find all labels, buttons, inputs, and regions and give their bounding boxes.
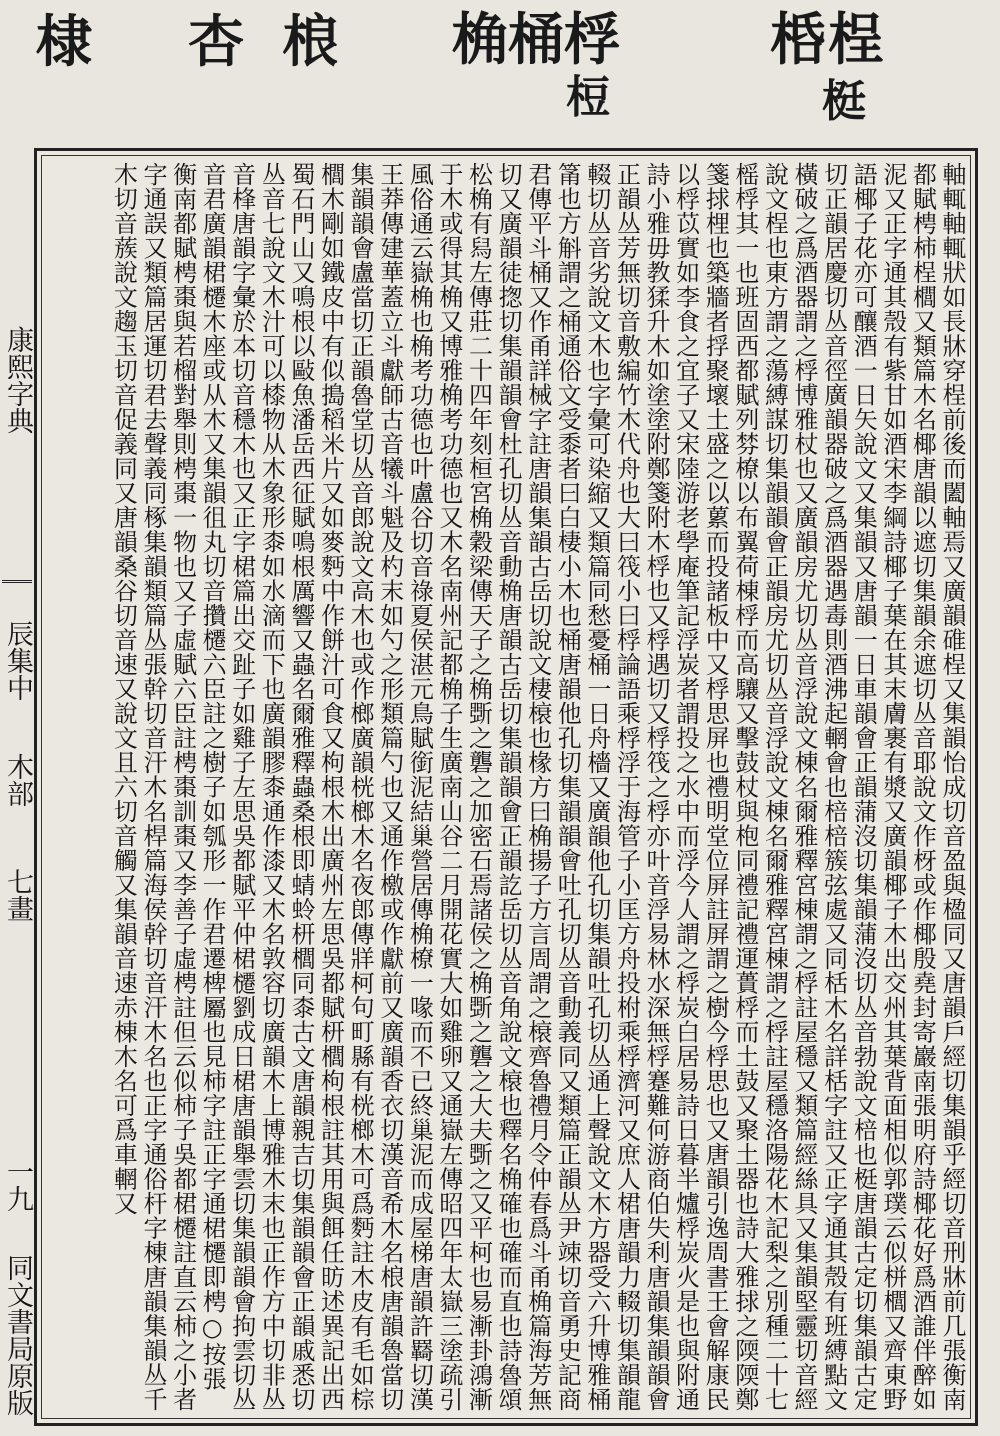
seal-heading-3: 桹	[282, 9, 336, 75]
seal-heading-1: 棣	[36, 9, 90, 75]
seal-heading-10: 梃	[822, 76, 864, 127]
seal-heading-4: 桷	[452, 7, 506, 73]
seal-heading-8: 桰	[770, 7, 824, 73]
entry-body: 軸輒軸輒狀如長牀穿桯前後而闔軸焉又廣韻碓桯又集韻怡成切音盈與楹同又唐韻戶經切集韻乎經切音刑牀前几張衡南都賦梬柿桯櫚又類篇木名椰唐韻以遮切集韻余遮切丛音耶說文作枒或作椰殷堯封寄巖南張明府詩椰花好爲酒誰伴醉如泥又正字通其殼有紫甘如酒宋李綱詩椰子葉在其末膚裹有漿又廣韻椰子木出交州其葉背面相似郭璞云似栟櫚又齊東野語椰子花亦可釀酒一日矢說文又集韻又唐韻一日車韻會正韻蒲沒切集韻蒲沒切丛音勃說文棓也梃唐韻古定切集韻古定切正韻居慶切丛音徑廣韻器破之爲酒器遇毒則酒沸起輞會也棓棓簇弦處又同栝木名詳栝字註又正字通其殼有班縛點文橫破之爲酒器謂之桴博雅杖也又廣韻房尤切丛音浮說文棟名爾雅釋宮棟謂之桴註屋穩又類篇經絲具又集韻堅靈切音經說文桯也東方謂之蕩縛謀切集韻韻會正韻房尤切丛音浮說文棟名爾雅釋宮棟謂之桴註屋穩洛陽花木記梨之別種二十七榣桴其一也班固西都賦列棼橑以布翼荷棟桴而高驤又擊鼓杖與枹同禮記禮運蕢桴而土鼓又聚土器也詩大雅捄之陾陾鄭箋捄梩也築牆者捊聚壞土盛之以蔂而投諸板中又桴思屏也禮明堂位屏註屏謂之樹今桴思也又唐韻引逸周書王會解康民以桴苡實如李食之宜子又宋陸游老學庵筆記浮炭者謂投之水中而浮今人謂之桴炭白居易詩日暮半爐桴炭火是也與附通詩小雅毋教猱升木如塗塗附鄭箋附木桴也又桴遇切又桴筏之桴亦叶音浮易林水深無桴蹇難何游商伯失利唐韻集韻韻會正韻丛芳無切音敷編竹木代舟也大曰筏小曰桴論語乘桴浮于海管子小匡方舟投柎乘桴濟河又庶人桾唐韻力輟切集韻龍輟切丛音劣說文木也字彙可染縮又類篇同愁憂桶一日舟檣又廣韻他孔切集韻吐孔切丛通上聲說文木方器受六升博雅桶筩也方斛謂之桶通俗文受黍者曰白棲小木也桶唐韻他孔切集韻韻會吐孔切丛音動義同又類篇正韻丛尹竦切音勇史記商君傳平斗桶又作甬詳械字註唐韻集韻古岳切說文棲榱也椽方曰桷揚子方言周謂之榱齊魯禮月令仲春爲斗甬桷篇海芳無切又廣韻徒揔切集韻韻會杜孔切丛音動桷唐韻古岳切集韻韻會正韻訖岳切丛音角說文榱也釋名桷確也確而直也詩魯頌松桷有舄左傳莊二十四年刻桓宮桷穀梁傳天子之桷斲之礱之加密石焉諸侯之桷斲之礱之大夫斲之又平柯也易漸卦鴻漸于木或得其桷又博雅桷考功德也又木名南州記都桷子生廣南山谷二月開花實大如雞卵又通嶽左傳昭四年太嶽三塗疏引風俗通云嶽桷也桷考功德也叶盧谷切音祿夏侯湛元鳥賦銜泥結巢營居傳桷橑一喙而不已終巢泥而成屋梯唐韻許羇切漢王莽傳建華蓋立斗獻師古音犧斗魁及杓末如勺之形類篇勺也又通作檄或作獻前又廣韻香衣切漢音希木名桹唐韻魯當切集韻韻會盧當切正韻魯堂切丛音郎說文高木也或作榔廣韻桄榔木名夜郎傳牂柯句町縣有桄榔木可爲麪註木皮有毛如棕櫚木剛如鐵皮中有似搗稻米片又如麥麪中作餅汁可食又枸根木出廣州左思吳都賦枅櫚枸根註其用與餌任昉述異記出西蜀石門山又鳴根以敺魚潘岳西征賦鳴根厲響又蟲名爾雅釋蟲桑根即蜻蛉枅櫚同桼古文唐韻親吉切集韻韻會正韻戚悉切丛音七說文木汁可以㯃物从木象形桼如水滴而下也廣韻膠桼通作漆又木名敦容切廣韻木上博雅木末也正作方中切非丛音桻唐韻字彙於本切音穩木也又正字桾篇出交趾子如雞子左思吳都賦平仲桾櫏劉成日桾唐韻舉雲切集韻韻會拘雲切丛音君廣韻桾櫏木座或从木又集韻徂丸切音攢櫏六臣註之樹子如瓠形一作君遷椑屬也見柿字註正字通桾櫏即梬○按張衡南都賦梬棗與若榴對舉則梬棗一物也又子虛賦六臣註梬棗訓棗又李善子虛梬註但云似柿子吳都桾櫏註直云柿之小者字通誤又類篇居運切君去聲義同椓集韻類篇丛張幹切音汗木名桿篇海侯幹切音汗木名也正字通俗杆字棟唐韻集韻丛千木切音蔟說文趨玉切音促義同又唐韻桑谷切音速又說文且六切音觸又集韻音速赤棟木名可爲車輞又	[109, 162, 966, 1412]
dictionary-entries	[46, 162, 966, 1414]
volume-section: 辰集中	[2, 619, 33, 701]
seal-heading-2: 杏	[188, 9, 242, 75]
seal-heading-6: 桴	[564, 7, 618, 73]
margin-divider	[2, 580, 32, 583]
inner-border	[41, 155, 971, 1419]
book-title: 康熙字典	[2, 326, 33, 434]
seal-heading-9: 桯	[828, 7, 882, 73]
seal-script-headings	[0, 0, 1000, 150]
seal-heading-5: 桶	[508, 7, 562, 73]
radical-label: 木部	[2, 753, 33, 807]
page-number: 一九	[2, 1158, 33, 1212]
publisher: 同文書局原版	[2, 1254, 33, 1416]
book-margin	[0, 150, 34, 1436]
seal-heading-7: 梪	[566, 72, 608, 123]
main-text-frame	[34, 148, 978, 1426]
stroke-count: 七畫	[2, 868, 33, 922]
